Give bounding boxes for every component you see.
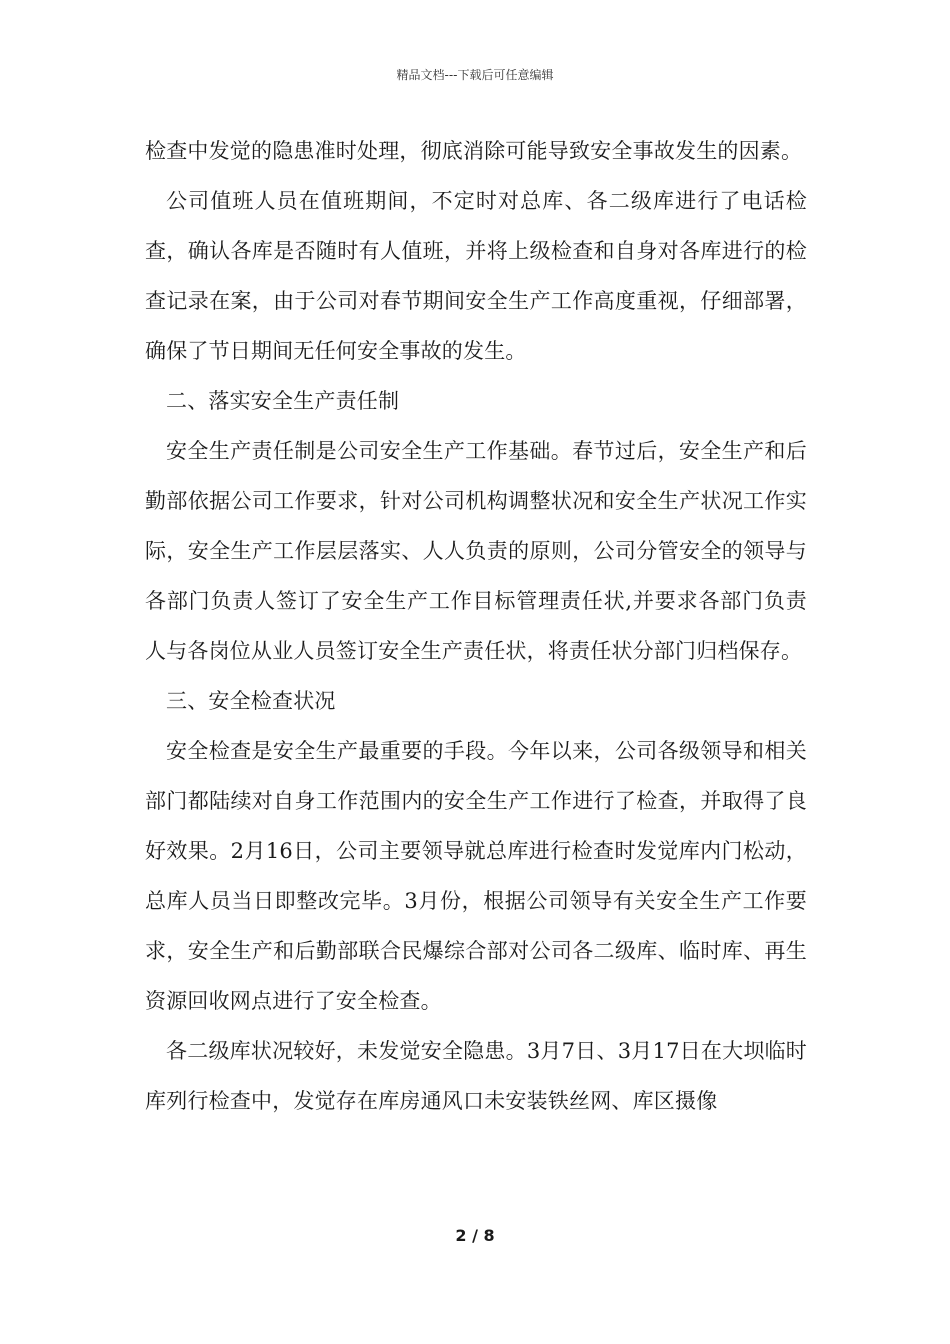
paragraph-4: 安全检查是安全生产最重要的手段。今年以来，公司各级领导和相关部门都陆续对自身工作范围内的安全生产工作进行了检查，并取得了良好效果。2月16日，公司主要领导就总库进行检查时发觉库内门松动，总库人员当日即整改完毕。3月份，根据公司领导有关安全生产工作要求，安全生产和后勤部联合民爆综合部对公司各二级库、临时库、再生资源回收网点进行了安全检查。 — [145, 739, 807, 1013]
paragraph-3: 安全生产责任制是公司安全生产工作基础。春节过后，安全生产和后勤部依据公司工作要求，针对公司机构调整状况和安全生产状况工作实际，安全生产工作层层落实、人人负责的原则，公司分管安全的领导与各部门负责人签订了安全生产工作目标管理责任状,并要求各部门负责人与各岗位从业人员签订安全生产责任状，将责任状分部门归档保存。 — [145, 439, 807, 663]
paragraph-2: 公司值班人员在值班期间，不定时对总库、各二级库进行了电话检查，确认各库是否随时有人值班，并将上级检查和自身对各库进行的检查记录在案，由于公司对春节期间安全生产工作高度重视，仔细部署，确保了节日期间无任何安全事故的发生。 — [145, 189, 807, 363]
paragraph-1: 检查中发觉的隐患准时处理，彻底消除可能导致安全事故发生的因素。 — [145, 139, 803, 163]
section-heading-2: 二、落实安全生产责任制 — [166, 389, 400, 413]
page-header: 精品文档---下载后可任意编辑 — [396, 68, 554, 82]
section-heading-3: 三、安全检查状况 — [166, 689, 336, 713]
paragraph-5: 各二级库状况较好，未发觉安全隐患。3月7日、3月17日在大坝临时库列行检查中，发觉存在库房通风口未安装铁丝网、库区摄像 — [145, 1039, 807, 1113]
page-number: 2 / 8 — [455, 1226, 495, 1245]
document-body — [145, 126, 807, 1126]
